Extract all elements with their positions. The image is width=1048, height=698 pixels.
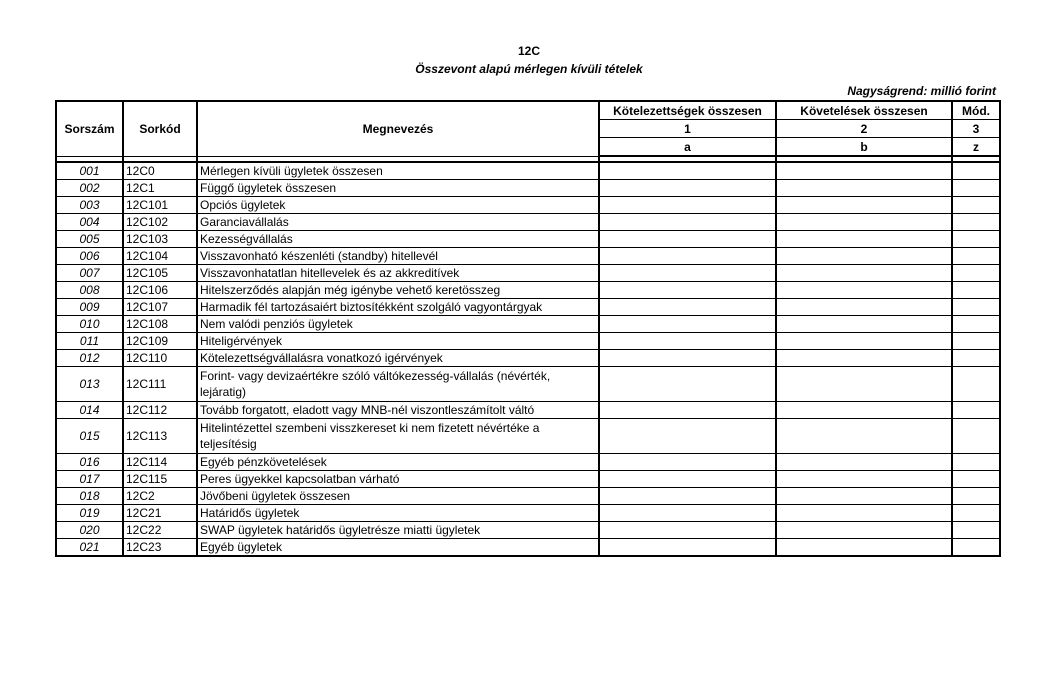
row-code: 12C113 <box>123 419 197 454</box>
value-kotelezettsegek[interactable] <box>599 539 776 557</box>
value-kotelezettsegek[interactable] <box>599 180 776 197</box>
row-code: 12C101 <box>123 197 197 214</box>
table-row <box>56 214 1000 231</box>
value-mod[interactable] <box>952 299 1000 316</box>
table-row <box>56 180 1000 197</box>
row-number: 009 <box>56 299 123 316</box>
value-kotelezettsegek[interactable] <box>599 316 776 333</box>
table-row <box>56 419 1000 454</box>
value-kotelezettsegek[interactable] <box>599 350 776 367</box>
row-name: SWAP ügyletek határidős ügyletrésze miatti ügyletek <box>197 522 599 539</box>
unit-label: Nagyságrend: millió forint <box>847 84 996 98</box>
value-kotelezettsegek[interactable] <box>599 402 776 419</box>
row-number: 005 <box>56 231 123 248</box>
row-number: 008 <box>56 282 123 299</box>
row-name: Egyéb ügyletek <box>197 539 599 557</box>
value-kovetelesek[interactable] <box>776 316 952 333</box>
row-name: Harmadik fél tartozásaiért biztosítékként szolgáló vagyontárgyak <box>197 299 599 316</box>
row-code: 12C103 <box>123 231 197 248</box>
value-kovetelesek[interactable] <box>776 539 952 557</box>
row-code: 12C114 <box>123 454 197 471</box>
value-mod[interactable] <box>952 316 1000 333</box>
header-col1-letter: a <box>599 138 776 157</box>
value-mod[interactable] <box>952 488 1000 505</box>
value-kovetelesek[interactable] <box>776 367 952 402</box>
value-kovetelesek[interactable] <box>776 505 952 522</box>
value-mod[interactable] <box>952 162 1000 180</box>
table-row <box>56 248 1000 265</box>
table-row <box>56 471 1000 488</box>
value-kovetelesek[interactable] <box>776 214 952 231</box>
row-number: 021 <box>56 539 123 557</box>
value-kotelezettsegek[interactable] <box>599 248 776 265</box>
value-kotelezettsegek[interactable] <box>599 282 776 299</box>
value-kotelezettsegek[interactable] <box>599 299 776 316</box>
value-mod[interactable] <box>952 197 1000 214</box>
row-name: Garanciavállalás <box>197 214 599 231</box>
table-row <box>56 333 1000 350</box>
value-kotelezettsegek[interactable] <box>599 419 776 454</box>
header-col3-letter: z <box>952 138 1000 157</box>
value-mod[interactable] <box>952 248 1000 265</box>
value-mod[interactable] <box>952 539 1000 557</box>
value-kotelezettsegek[interactable] <box>599 231 776 248</box>
table-row <box>56 350 1000 367</box>
table-row <box>56 162 1000 180</box>
row-code: 12C109 <box>123 333 197 350</box>
header-mod: Mód. <box>952 101 1000 120</box>
header-kovetelesek: Követelések összesen <box>776 101 952 120</box>
table-row <box>56 282 1000 299</box>
value-kotelezettsegek[interactable] <box>599 214 776 231</box>
row-number: 018 <box>56 488 123 505</box>
value-kovetelesek[interactable] <box>776 333 952 350</box>
value-mod[interactable] <box>952 265 1000 282</box>
row-name: Visszavonható készenléti (standby) hitellevél <box>197 248 599 265</box>
row-number: 010 <box>56 316 123 333</box>
row-name: Opciós ügyletek <box>197 197 599 214</box>
row-name: Forint- vagy devizaértékre szóló váltókezesség-vállalás (névérték, lejáratig) <box>197 367 599 402</box>
header-col2-letter: b <box>776 138 952 157</box>
value-mod[interactable] <box>952 454 1000 471</box>
row-name: Kötelezettségvállalásra vonatkozó igérvények <box>197 350 599 367</box>
row-number: 003 <box>56 197 123 214</box>
value-kovetelesek[interactable] <box>776 488 952 505</box>
value-kovetelesek[interactable] <box>776 265 952 282</box>
value-mod[interactable] <box>952 214 1000 231</box>
header-col2-number: 2 <box>776 120 952 138</box>
header-megnevezes: Megnevezés <box>197 101 599 156</box>
row-code: 12C115 <box>123 471 197 488</box>
value-kotelezettsegek[interactable] <box>599 162 776 180</box>
value-kovetelesek[interactable] <box>776 197 952 214</box>
value-mod[interactable] <box>952 350 1000 367</box>
table-row <box>56 299 1000 316</box>
row-number: 001 <box>56 162 123 180</box>
row-number: 016 <box>56 454 123 471</box>
value-kovetelesek[interactable] <box>776 419 952 454</box>
row-name: Tovább forgatott, eladott vagy MNB-nél viszontleszámítolt váltó <box>197 402 599 419</box>
table-row <box>56 488 1000 505</box>
value-kovetelesek[interactable] <box>776 522 952 539</box>
value-mod[interactable] <box>952 180 1000 197</box>
row-name: Hiteligérvények <box>197 333 599 350</box>
row-number: 013 <box>56 367 123 402</box>
row-code: 12C23 <box>123 539 197 557</box>
table-row <box>56 265 1000 282</box>
row-name: Nem valódi penziós ügyletek <box>197 316 599 333</box>
report-title: Összevont alapú mérlegen kívüli tételek <box>415 62 643 76</box>
row-name: Hitelszerződés alapján még igénybe vehető keretösszeg <box>197 282 599 299</box>
value-kotelezettsegek[interactable] <box>599 454 776 471</box>
row-number: 017 <box>56 471 123 488</box>
row-number: 015 <box>56 419 123 454</box>
row-code: 12C106 <box>123 282 197 299</box>
value-kovetelesek[interactable] <box>776 180 952 197</box>
row-name: Hitelintézettel szembeni visszkereset ki nem fizetett névértéke a teljesítésig <box>197 419 599 454</box>
row-code: 12C104 <box>123 248 197 265</box>
row-code: 12C111 <box>123 367 197 402</box>
value-mod[interactable] <box>952 505 1000 522</box>
row-code: 12C102 <box>123 214 197 231</box>
table-row <box>56 197 1000 214</box>
value-mod[interactable] <box>952 419 1000 454</box>
value-kovetelesek[interactable] <box>776 231 952 248</box>
row-number: 004 <box>56 214 123 231</box>
row-code: 12C107 <box>123 299 197 316</box>
header-kotelezettsegek: Kötelezettségek összesen <box>599 101 776 120</box>
value-kotelezettsegek[interactable] <box>599 367 776 402</box>
row-number: 014 <box>56 402 123 419</box>
row-name: Egyéb pénzkövetelések <box>197 454 599 471</box>
value-kovetelesek[interactable] <box>776 248 952 265</box>
value-kotelezettsegek[interactable] <box>599 505 776 522</box>
table-row <box>56 505 1000 522</box>
value-kovetelesek[interactable] <box>776 471 952 488</box>
table-row <box>56 454 1000 471</box>
value-kovetelesek[interactable] <box>776 454 952 471</box>
value-mod[interactable] <box>952 231 1000 248</box>
value-kotelezettsegek[interactable] <box>599 333 776 350</box>
row-code: 12C0 <box>123 162 197 180</box>
row-code: 12C2 <box>123 488 197 505</box>
value-mod[interactable] <box>952 402 1000 419</box>
value-kovetelesek[interactable] <box>776 162 952 180</box>
row-code: 12C21 <box>123 505 197 522</box>
row-name: Kezességvállalás <box>197 231 599 248</box>
row-code: 12C108 <box>123 316 197 333</box>
value-mod[interactable] <box>952 367 1000 402</box>
table-row <box>56 539 1000 557</box>
value-kovetelesek[interactable] <box>776 299 952 316</box>
table-row <box>56 231 1000 248</box>
row-number: 002 <box>56 180 123 197</box>
table-row <box>56 522 1000 539</box>
header-sorszam: Sorszám <box>56 101 123 156</box>
value-mod[interactable] <box>952 333 1000 350</box>
value-kovetelesek[interactable] <box>776 350 952 367</box>
value-mod[interactable] <box>952 282 1000 299</box>
row-number: 019 <box>56 505 123 522</box>
value-kotelezettsegek[interactable] <box>599 197 776 214</box>
row-code: 12C105 <box>123 265 197 282</box>
row-name: Függő ügyletek összesen <box>197 180 599 197</box>
row-name: Peres ügyekkel kapcsolatban várható <box>197 471 599 488</box>
value-kovetelesek[interactable] <box>776 402 952 419</box>
row-name: Visszavonhatatlan hitellevelek és az akkreditívek <box>197 265 599 282</box>
table-row <box>56 402 1000 419</box>
row-number: 007 <box>56 265 123 282</box>
value-kotelezettsegek[interactable] <box>599 522 776 539</box>
table-row <box>56 316 1000 333</box>
data-table <box>55 100 1001 557</box>
value-kotelezettsegek[interactable] <box>599 488 776 505</box>
row-number: 006 <box>56 248 123 265</box>
header-sorkod: Sorkód <box>123 101 197 156</box>
row-number: 011 <box>56 333 123 350</box>
row-number: 020 <box>56 522 123 539</box>
report-code: 12C <box>517 44 540 58</box>
row-name: Jövőbeni ügyletek összesen <box>197 488 599 505</box>
row-code: 12C110 <box>123 350 197 367</box>
row-code: 12C1 <box>123 180 197 197</box>
value-kotelezettsegek[interactable] <box>599 471 776 488</box>
value-kovetelesek[interactable] <box>776 282 952 299</box>
value-mod[interactable] <box>952 522 1000 539</box>
table-row <box>56 367 1000 402</box>
row-name: Határidős ügyletek <box>197 505 599 522</box>
value-mod[interactable] <box>952 471 1000 488</box>
row-code: 12C112 <box>123 402 197 419</box>
row-number: 012 <box>56 350 123 367</box>
header-col3-number: 3 <box>952 120 1000 138</box>
header-col1-number: 1 <box>599 120 776 138</box>
row-code: 12C22 <box>123 522 197 539</box>
value-kotelezettsegek[interactable] <box>599 265 776 282</box>
row-name: Mérlegen kívüli ügyletek összesen <box>197 162 599 180</box>
